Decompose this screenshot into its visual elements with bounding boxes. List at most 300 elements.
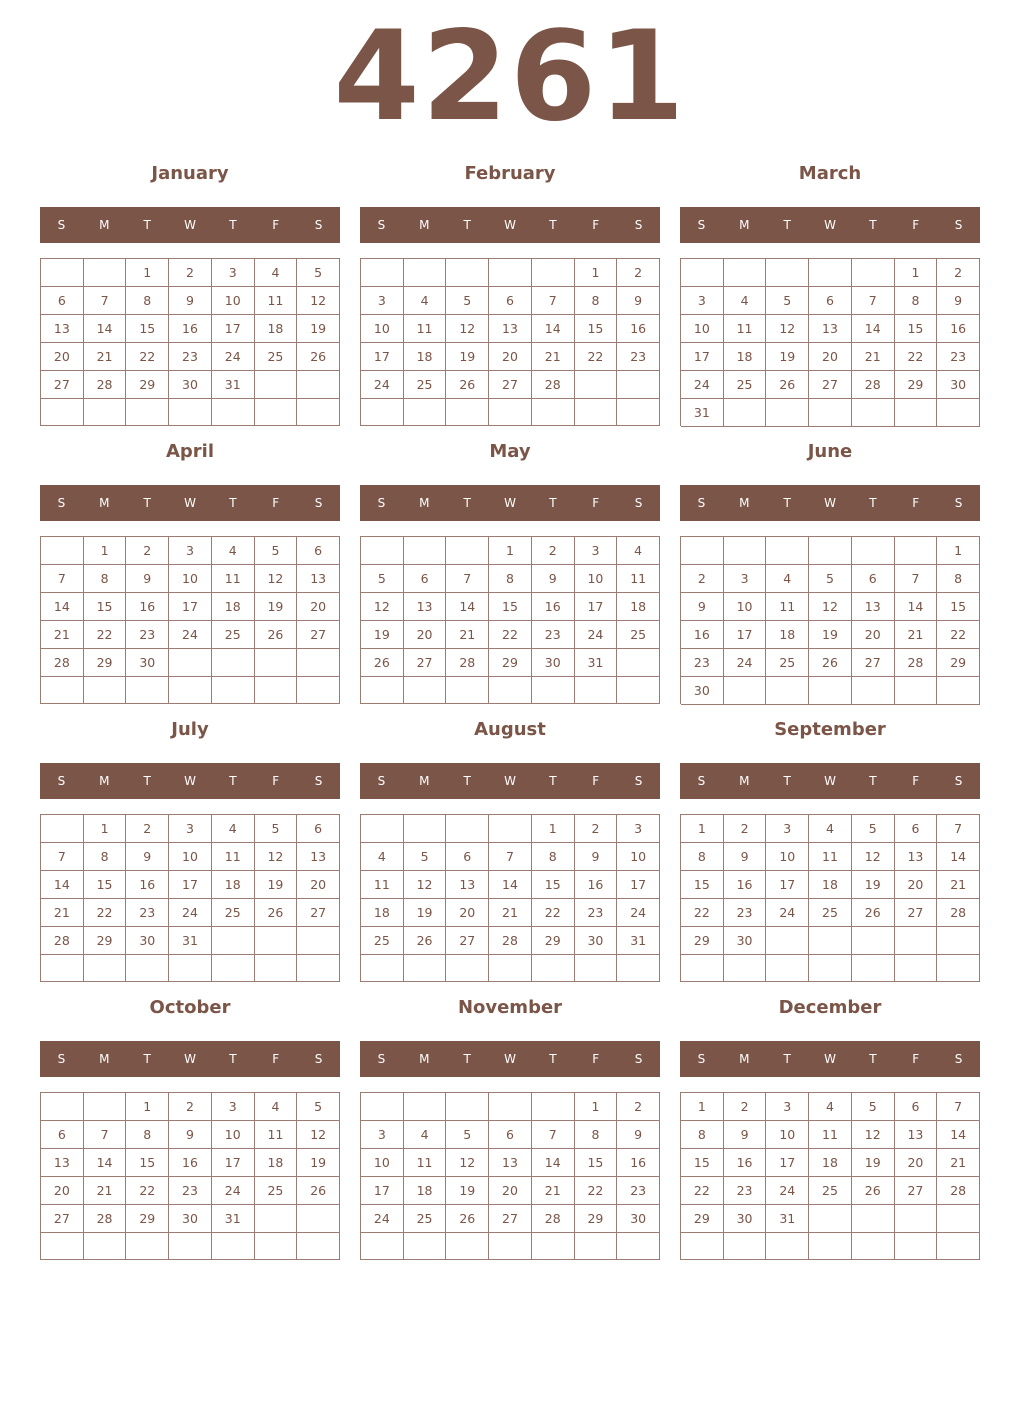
day-cell: 6 [404, 565, 447, 593]
empty-cell [766, 1233, 809, 1260]
day-cell: 6 [446, 843, 489, 871]
weekday-label: T [143, 1052, 151, 1066]
empty-cell [489, 815, 532, 843]
empty-cell [724, 537, 767, 565]
weekday-label: F [912, 1052, 920, 1066]
day-cell: 20 [41, 1177, 84, 1205]
day-cell: 7 [489, 843, 532, 871]
weekday-label: W [184, 1052, 196, 1066]
day-cell: 21 [446, 621, 489, 649]
empty-cell [169, 677, 212, 704]
empty-cell [446, 1093, 489, 1121]
empty-cell [809, 259, 852, 287]
day-cell: 2 [532, 537, 575, 565]
day-cell: 26 [404, 927, 447, 955]
empty-cell [446, 259, 489, 287]
day-cell: 22 [937, 621, 980, 649]
day-cell: 4 [212, 537, 255, 565]
day-cell: 27 [41, 1205, 84, 1233]
day-cell: 17 [766, 871, 809, 899]
day-cell: 10 [724, 593, 767, 621]
day-cell: 7 [84, 1121, 127, 1149]
day-cell: 1 [895, 259, 938, 287]
day-cell: 2 [617, 259, 660, 287]
day-cell: 8 [575, 1121, 618, 1149]
empty-cell [84, 1093, 127, 1121]
day-cell: 19 [255, 871, 298, 899]
day-cell: 17 [724, 621, 767, 649]
day-cell: 26 [297, 1177, 340, 1205]
day-cell: 27 [297, 621, 340, 649]
day-cell: 12 [404, 871, 447, 899]
day-cell: 18 [617, 593, 660, 621]
day-cell: 30 [724, 1205, 767, 1233]
day-cell: 11 [724, 315, 767, 343]
empty-cell [532, 259, 575, 287]
day-cell: 9 [169, 287, 212, 315]
weekday-label: S [697, 1052, 706, 1066]
weekday-label: M [99, 218, 110, 232]
day-cell: 29 [575, 1205, 618, 1233]
weekday-header-bar [360, 207, 660, 243]
day-cell: 12 [255, 565, 298, 593]
day-cell: 7 [446, 565, 489, 593]
day-cell: 15 [126, 315, 169, 343]
empty-cell [532, 399, 575, 426]
empty-cell [895, 927, 938, 955]
day-cell: 10 [169, 843, 212, 871]
weekday-label: W [824, 496, 836, 510]
day-cell: 10 [212, 1121, 255, 1149]
day-cell: 22 [575, 343, 618, 371]
day-cell: 11 [255, 287, 298, 315]
day-cell: 16 [169, 315, 212, 343]
day-cell: 16 [575, 871, 618, 899]
day-cell: 20 [41, 343, 84, 371]
day-cell: 1 [84, 815, 127, 843]
empty-cell [361, 677, 404, 704]
day-cell: 16 [724, 871, 767, 899]
day-cell: 15 [937, 593, 980, 621]
day-cell: 9 [126, 843, 169, 871]
day-cell: 24 [169, 621, 212, 649]
weekday-header-bar [680, 485, 980, 521]
day-cell: 6 [489, 1121, 532, 1149]
empty-cell [361, 955, 404, 982]
day-cell: 4 [617, 537, 660, 565]
empty-cell [809, 537, 852, 565]
empty-cell [809, 927, 852, 955]
empty-cell [766, 399, 809, 427]
day-cell: 26 [852, 899, 895, 927]
day-cell: 20 [809, 343, 852, 371]
empty-cell [617, 677, 660, 704]
empty-cell [766, 955, 809, 982]
empty-cell [681, 537, 724, 565]
day-cell: 14 [84, 1149, 127, 1177]
day-cell: 16 [617, 315, 660, 343]
day-cell: 10 [681, 315, 724, 343]
day-cell: 27 [446, 927, 489, 955]
day-cell: 15 [532, 871, 575, 899]
day-cell: 1 [681, 815, 724, 843]
weekday-label: S [954, 496, 963, 510]
day-cell: 2 [681, 565, 724, 593]
day-cell: 13 [297, 843, 340, 871]
weekday-header-bar [680, 763, 980, 799]
empty-cell [489, 399, 532, 426]
day-cell: 7 [937, 815, 980, 843]
day-cell: 20 [895, 1149, 938, 1177]
empty-cell [766, 259, 809, 287]
day-cell: 3 [617, 815, 660, 843]
empty-cell [41, 815, 84, 843]
day-cell: 17 [681, 343, 724, 371]
empty-cell [617, 1233, 660, 1260]
day-cell: 29 [84, 927, 127, 955]
day-cell: 9 [724, 1121, 767, 1149]
day-cell: 1 [681, 1093, 724, 1121]
day-cell: 19 [361, 621, 404, 649]
day-cell: 22 [532, 899, 575, 927]
weekday-label: W [824, 218, 836, 232]
empty-cell [937, 399, 980, 427]
day-cell: 2 [617, 1093, 660, 1121]
day-cell: 30 [532, 649, 575, 677]
empty-cell [126, 677, 169, 704]
empty-cell [895, 399, 938, 427]
day-grid [40, 1092, 340, 1260]
day-cell: 14 [937, 843, 980, 871]
weekday-label: W [504, 774, 516, 788]
day-cell: 26 [809, 649, 852, 677]
day-cell: 23 [681, 649, 724, 677]
empty-cell [489, 259, 532, 287]
day-cell: 25 [212, 621, 255, 649]
empty-cell [404, 1233, 447, 1260]
month-december [680, 996, 980, 1260]
empty-cell [895, 1233, 938, 1260]
day-cell: 11 [212, 565, 255, 593]
day-cell: 12 [852, 1121, 895, 1149]
day-cell: 25 [404, 371, 447, 399]
day-cell: 16 [681, 621, 724, 649]
empty-cell [212, 955, 255, 982]
day-cell: 22 [84, 899, 127, 927]
day-cell: 3 [724, 565, 767, 593]
day-cell: 26 [852, 1177, 895, 1205]
empty-cell [126, 399, 169, 426]
day-cell: 17 [575, 593, 618, 621]
day-cell: 23 [617, 1177, 660, 1205]
empty-cell [575, 677, 618, 704]
day-cell: 3 [766, 815, 809, 843]
empty-cell [895, 677, 938, 705]
empty-cell [297, 1233, 340, 1260]
day-cell: 28 [532, 1205, 575, 1233]
weekday-header-bar [40, 763, 340, 799]
day-cell: 25 [617, 621, 660, 649]
day-cell: 30 [617, 1205, 660, 1233]
day-cell: 5 [404, 843, 447, 871]
day-cell: 26 [766, 371, 809, 399]
weekday-label: S [57, 218, 66, 232]
day-cell: 16 [126, 593, 169, 621]
empty-cell [361, 1233, 404, 1260]
day-cell: 17 [169, 593, 212, 621]
day-cell: 18 [809, 871, 852, 899]
day-grid [40, 814, 340, 982]
weekday-label: T [869, 774, 877, 788]
empty-cell [532, 1093, 575, 1121]
day-cell: 18 [212, 593, 255, 621]
empty-cell [212, 927, 255, 955]
day-cell: 24 [361, 371, 404, 399]
day-cell: 25 [212, 899, 255, 927]
day-cell: 2 [126, 537, 169, 565]
day-cell: 8 [126, 1121, 169, 1149]
day-cell: 10 [766, 1121, 809, 1149]
day-cell: 9 [724, 843, 767, 871]
empty-cell [212, 649, 255, 677]
day-cell: 7 [532, 1121, 575, 1149]
month-name: July [171, 719, 209, 740]
weekday-label: S [57, 1052, 66, 1066]
day-cell: 5 [446, 287, 489, 315]
day-cell: 3 [766, 1093, 809, 1121]
day-cell: 12 [361, 593, 404, 621]
day-cell: 14 [84, 315, 127, 343]
day-cell: 27 [404, 649, 447, 677]
day-cell: 8 [895, 287, 938, 315]
day-cell: 31 [212, 1205, 255, 1233]
day-cell: 17 [169, 871, 212, 899]
day-cell: 28 [446, 649, 489, 677]
day-cell: 23 [126, 899, 169, 927]
day-cell: 23 [169, 1177, 212, 1205]
empty-cell [724, 259, 767, 287]
weekday-header-bar [680, 207, 980, 243]
day-cell: 18 [724, 343, 767, 371]
day-cell: 13 [852, 593, 895, 621]
weekday-label: T [143, 496, 151, 510]
day-cell: 20 [852, 621, 895, 649]
month-november [360, 996, 660, 1260]
day-cell: 31 [766, 1205, 809, 1233]
empty-cell [617, 955, 660, 982]
empty-cell [404, 399, 447, 426]
day-cell: 10 [617, 843, 660, 871]
weekday-label: M [739, 774, 750, 788]
day-cell: 2 [937, 259, 980, 287]
empty-cell [575, 371, 618, 399]
weekday-label: T [463, 1052, 471, 1066]
day-cell: 19 [766, 343, 809, 371]
year-title: 4261 [333, 5, 687, 149]
day-cell: 4 [255, 259, 298, 287]
day-grid [680, 1092, 980, 1260]
day-cell: 25 [255, 343, 298, 371]
empty-cell [297, 371, 340, 399]
day-cell: 13 [404, 593, 447, 621]
weekday-label: S [634, 496, 643, 510]
day-cell: 1 [126, 259, 169, 287]
day-cell: 31 [212, 371, 255, 399]
weekday-label: T [549, 1052, 557, 1066]
weekday-label: F [272, 774, 280, 788]
empty-cell [766, 537, 809, 565]
empty-cell [895, 955, 938, 982]
empty-cell [809, 1205, 852, 1233]
day-cell: 24 [212, 343, 255, 371]
empty-cell [212, 1233, 255, 1260]
day-cell: 14 [446, 593, 489, 621]
empty-cell [255, 649, 298, 677]
day-cell: 18 [255, 315, 298, 343]
weekday-label: T [463, 774, 471, 788]
weekday-label: S [314, 496, 323, 510]
day-cell: 19 [809, 621, 852, 649]
day-cell: 3 [361, 1121, 404, 1149]
day-cell: 8 [681, 1121, 724, 1149]
month-name: June [807, 441, 853, 462]
day-cell: 24 [766, 899, 809, 927]
day-cell: 22 [681, 1177, 724, 1205]
empty-cell [937, 955, 980, 982]
day-cell: 25 [255, 1177, 298, 1205]
empty-cell [297, 1205, 340, 1233]
empty-cell [446, 399, 489, 426]
month-may [360, 440, 660, 704]
day-cell: 27 [895, 899, 938, 927]
empty-cell [852, 259, 895, 287]
day-cell: 21 [937, 871, 980, 899]
weekday-label: W [824, 774, 836, 788]
month-august [360, 718, 660, 982]
empty-cell [84, 1233, 127, 1260]
day-cell: 19 [297, 1149, 340, 1177]
month-name: January [151, 163, 229, 184]
day-cell: 19 [404, 899, 447, 927]
weekday-label: S [954, 218, 963, 232]
empty-cell [255, 677, 298, 704]
day-cell: 25 [809, 1177, 852, 1205]
day-cell: 23 [575, 899, 618, 927]
day-cell: 3 [361, 287, 404, 315]
empty-cell [404, 259, 447, 287]
weekday-header-bar [40, 485, 340, 521]
empty-cell [361, 1093, 404, 1121]
day-cell: 7 [852, 287, 895, 315]
day-cell: 1 [489, 537, 532, 565]
day-cell: 4 [809, 1093, 852, 1121]
day-cell: 4 [255, 1093, 298, 1121]
day-cell: 4 [404, 287, 447, 315]
day-cell: 5 [297, 259, 340, 287]
weekday-label: T [229, 774, 237, 788]
weekday-label: S [697, 496, 706, 510]
day-cell: 17 [212, 315, 255, 343]
day-cell: 16 [937, 315, 980, 343]
weekday-label: F [912, 218, 920, 232]
empty-cell [404, 815, 447, 843]
weekday-label: M [739, 218, 750, 232]
day-cell: 24 [617, 899, 660, 927]
day-cell: 11 [404, 315, 447, 343]
empty-cell [724, 677, 767, 705]
weekday-label: T [143, 774, 151, 788]
day-cell: 12 [852, 843, 895, 871]
weekday-label: F [272, 496, 280, 510]
day-cell: 4 [404, 1121, 447, 1149]
empty-cell [895, 1205, 938, 1233]
day-cell: 20 [404, 621, 447, 649]
day-cell: 8 [681, 843, 724, 871]
weekday-label: S [954, 774, 963, 788]
empty-cell [532, 677, 575, 704]
day-cell: 29 [681, 1205, 724, 1233]
day-cell: 8 [532, 843, 575, 871]
day-cell: 18 [809, 1149, 852, 1177]
day-cell: 8 [84, 565, 127, 593]
day-cell: 27 [809, 371, 852, 399]
day-cell: 13 [895, 843, 938, 871]
day-cell: 11 [212, 843, 255, 871]
day-cell: 28 [41, 927, 84, 955]
day-cell: 17 [617, 871, 660, 899]
empty-cell [809, 1233, 852, 1260]
day-cell: 11 [617, 565, 660, 593]
empty-cell [255, 1233, 298, 1260]
day-cell: 8 [575, 287, 618, 315]
day-cell: 16 [126, 871, 169, 899]
weekday-label: T [783, 1052, 791, 1066]
day-cell: 23 [169, 343, 212, 371]
weekday-label: S [634, 218, 643, 232]
weekday-label: W [184, 496, 196, 510]
day-cell: 30 [169, 1205, 212, 1233]
empty-cell [41, 955, 84, 982]
weekday-label: S [697, 218, 706, 232]
day-cell: 29 [126, 1205, 169, 1233]
day-cell: 19 [255, 593, 298, 621]
day-cell: 29 [681, 927, 724, 955]
day-cell: 21 [84, 1177, 127, 1205]
empty-cell [361, 259, 404, 287]
day-cell: 25 [724, 371, 767, 399]
empty-cell [361, 537, 404, 565]
month-september [680, 718, 980, 982]
day-cell: 10 [361, 1149, 404, 1177]
day-cell: 27 [41, 371, 84, 399]
empty-cell [446, 537, 489, 565]
day-cell: 10 [169, 565, 212, 593]
day-cell: 5 [255, 537, 298, 565]
empty-cell [446, 1233, 489, 1260]
empty-cell [446, 815, 489, 843]
weekday-label: T [549, 218, 557, 232]
day-cell: 22 [681, 899, 724, 927]
day-cell: 12 [297, 287, 340, 315]
empty-cell [681, 1233, 724, 1260]
day-cell: 30 [126, 927, 169, 955]
weekday-label: F [272, 218, 280, 232]
empty-cell [724, 399, 767, 427]
day-cell: 26 [255, 621, 298, 649]
day-cell: 2 [126, 815, 169, 843]
day-cell: 6 [489, 287, 532, 315]
day-cell: 30 [681, 677, 724, 705]
